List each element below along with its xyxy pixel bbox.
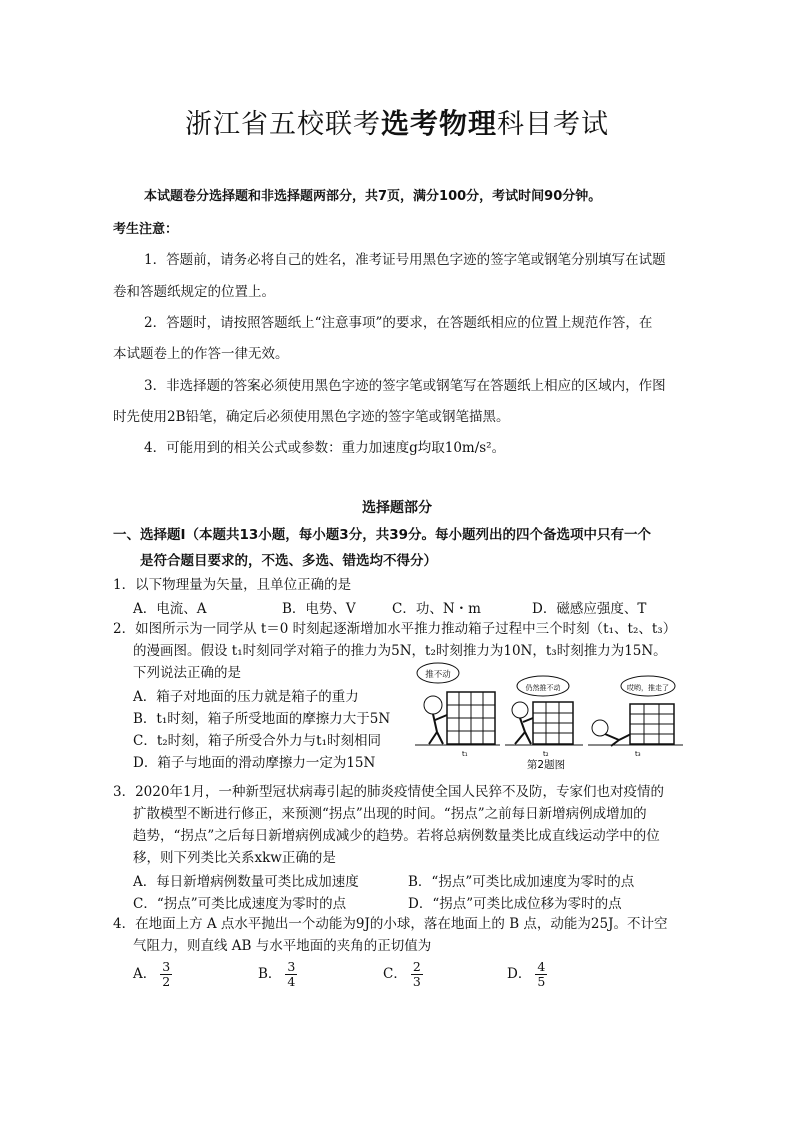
q1-option-d: D．磁感应强度、T bbox=[532, 601, 647, 617]
q2-option-b: B．t₁时刻，箱子所受地面的摩擦力大于5N bbox=[133, 711, 391, 727]
q3-option-c: C．“拐点”可类比成速度为零时的点 bbox=[133, 896, 347, 912]
bubble-1-text: 推不动 bbox=[425, 670, 451, 680]
q4-option-d bbox=[507, 960, 547, 989]
q2-line-1: 2．如图所示为一同学从 t＝0 时刻起逐渐增加水平推力推动箱子过程中三个时刻（t₁、t₂、t₃） bbox=[113, 621, 677, 637]
bubble-3-text: 哎哟，推走了 bbox=[627, 684, 669, 692]
q2-option-d: D．箱子与地面的滑动摩擦力一定为15N bbox=[133, 755, 376, 771]
q4-option-b-label: B． bbox=[258, 966, 282, 982]
q4-option-b-fraction bbox=[285, 960, 297, 989]
q2-figure bbox=[405, 660, 687, 772]
q3-option-a: A．每日新增病例数量可类比成加速度 bbox=[133, 874, 359, 890]
q3-line-2: 扩散模型不断进行修正，来预测“拐点”出现的时间。“拐点”之前每日新增病例成增加的 bbox=[133, 806, 647, 822]
q1-option-a: A．电流、A bbox=[133, 601, 207, 617]
speech-bubble-3 bbox=[621, 676, 675, 696]
q4-option-a-numerator: 3 bbox=[162, 959, 171, 974]
panel-3 bbox=[588, 704, 683, 758]
q4-line-2: 气阻力，则直线 AB 与水平地面的夹角的正切值为 bbox=[133, 938, 432, 954]
q4-option-c-label: C． bbox=[383, 966, 407, 982]
part1-line-2: 是符合题目要求的，不选、多选、错选均不得分） bbox=[140, 553, 437, 569]
q4-option-a-denominator: 2 bbox=[162, 974, 171, 989]
q4-option-b-numerator: 3 bbox=[287, 959, 296, 974]
notice-1-line-2: 卷和答题纸规定的位置上。 bbox=[113, 284, 275, 300]
q4-option-a-label: A． bbox=[133, 966, 157, 982]
q4-option-a-fraction bbox=[160, 960, 172, 989]
q1-stem: 1．以下物理量为矢量，且单位正确的是 bbox=[113, 577, 352, 593]
q4-option-c-denominator: 3 bbox=[412, 974, 421, 989]
q4-option-d-numerator: 4 bbox=[537, 959, 546, 974]
notice-1-line-1: 1．答题前，请务必将自己的姓名，准考证号用黑色字迹的签字笔或钢笔分别填写在试题 bbox=[144, 252, 666, 268]
part1-line-1: 一、选择题I（本题共13小题，每小题3分，共39分。每小题列出的四个备选项中只有一个 bbox=[113, 527, 651, 543]
q4-option-d-label: D． bbox=[507, 966, 532, 982]
section-title: 选择题部分 bbox=[362, 500, 432, 516]
q4-option-d-fraction bbox=[535, 960, 547, 989]
bubble-2-text: 仍然推不动 bbox=[525, 684, 561, 692]
q3-option-b: B．“拐点”可类比成加速度为零时的点 bbox=[408, 874, 635, 890]
title-suffix: 科目考试 bbox=[497, 109, 609, 140]
notice-3-line-1: 3．非选择题的答案必须使用黑色字迹的签字笔或钢笔写在答题纸上相应的区域内，作图 bbox=[144, 378, 666, 394]
q4-option-d-denominator: 5 bbox=[537, 974, 546, 989]
q3-line-3: 趋势，“拐点”之后每日新增病例成减少的趋势。若将总病例数量类比成直线运动学中的位 bbox=[133, 828, 660, 844]
q1-option-c: C．功、N・m bbox=[392, 601, 481, 617]
speech-bubble-2 bbox=[517, 676, 569, 696]
q3-line-4: 移，则下列类比关系xkw正确的是 bbox=[133, 850, 336, 866]
q4-option-b bbox=[258, 960, 297, 989]
q4-line-1: 4．在地面上方 A 点水平抛出一个动能为9J的小球，落在地面上的 B 点，动能为25J。不计空 bbox=[113, 916, 668, 932]
q4-option-c-fraction bbox=[411, 960, 423, 989]
q4-option-a bbox=[133, 960, 172, 989]
figure-caption: 第2题图 bbox=[526, 759, 566, 771]
q3-option-d: D．“拐点”可类比成位移为零时的点 bbox=[408, 896, 622, 912]
notice-2-line-2: 本试题卷上的作答一律无效。 bbox=[113, 346, 289, 362]
q3-line-1: 3．2020年1月，一种新型冠状病毒引起的肺炎疫情使全国人民猝不及防，专家们也对疫情的 bbox=[113, 784, 665, 800]
q2-line-3: 下列说法正确的是 bbox=[133, 665, 241, 681]
notice-heading: 考生注意： bbox=[113, 222, 179, 237]
q1-option-b: B．电势、V bbox=[282, 601, 356, 617]
time-label-1: t₁ bbox=[462, 750, 468, 758]
title-prefix: 浙江省五校联考 bbox=[184, 109, 381, 140]
q4-option-b-denominator: 4 bbox=[287, 974, 296, 989]
exam-intro: 本试题卷分选择题和非选择题两部分，共7页，满分100分，考试时间90分钟。 bbox=[144, 189, 602, 204]
time-label-2: t₂ bbox=[543, 750, 549, 758]
q2-option-a: A．箱子对地面的压力就是箱子的重力 bbox=[133, 689, 359, 705]
q4-option-c-numerator: 2 bbox=[412, 959, 421, 974]
panel-1 bbox=[415, 692, 500, 758]
exam-title bbox=[0, 102, 794, 142]
q2-line-2: 的漫画图。假设 t₁时刻同学对箱子的推力为5N，t₂时刻推力为10N，t₃时刻推力为15N。 bbox=[133, 643, 667, 659]
q2-option-c: C．t₂时刻，箱子所受合外力与t₁时刻相同 bbox=[133, 733, 382, 749]
notice-3-line-2: 时先使用2B铅笔，确定后必须使用黑色字迹的签字笔或钢笔描黑。 bbox=[113, 409, 510, 425]
speech-bubble-1 bbox=[417, 663, 459, 683]
notice-4-line-1: 4．可能用到的相关公式或参数：重力加速度g均取10m/s²。 bbox=[144, 440, 506, 456]
time-label-3: t₃ bbox=[635, 750, 641, 758]
title-emphasis: 选考物理 bbox=[380, 107, 497, 140]
q4-option-c bbox=[383, 960, 423, 989]
notice-2-line-1: 2．答题时，请按照答题纸上“注意事项”的要求，在答题纸相应的位置上规范作答，在 bbox=[144, 315, 653, 331]
panel-2 bbox=[505, 702, 583, 758]
